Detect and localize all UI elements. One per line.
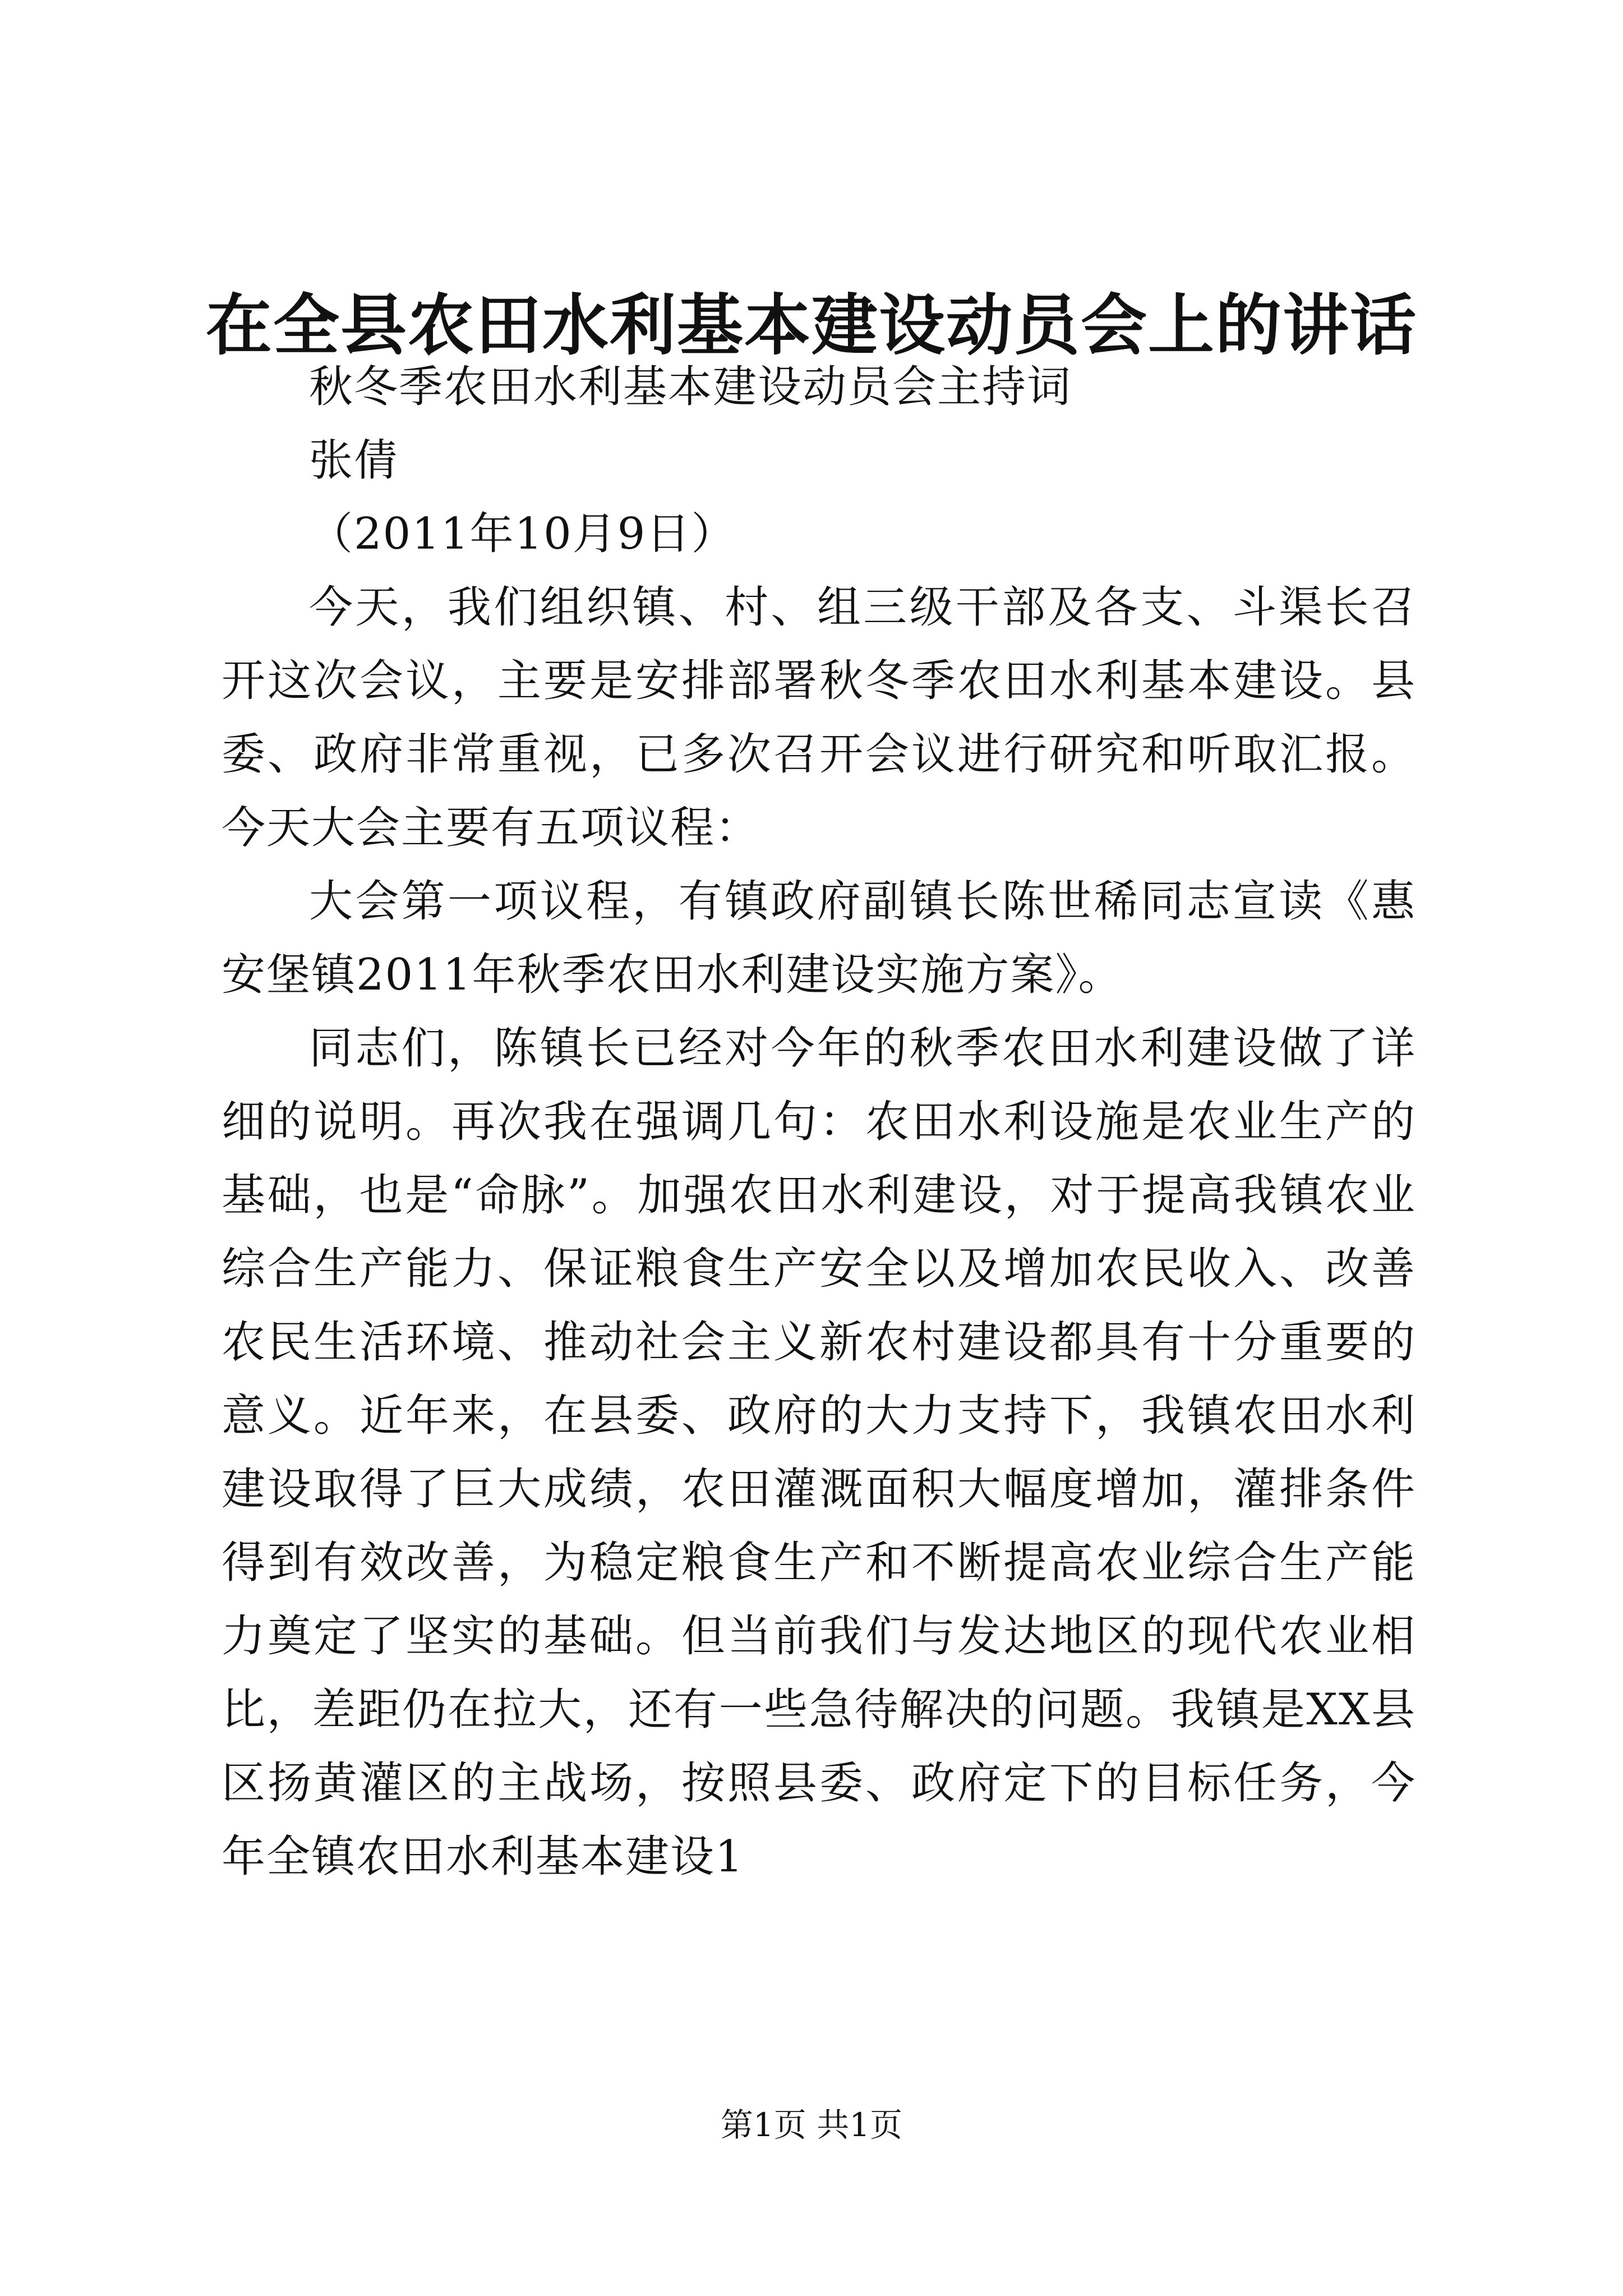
- paragraph-3: 同志们，陈镇长已经对今年的秋季农田水利建设做了详细的说明。再次我在强调几句：农田水利设施是农业生产的基础，也是“命脉”。加强农田水利建设，对于提高我镇农业综合生产能力、保证粮食生产安全以及增加农民收入、改善农民生活环境、推动社会主义新农村建设都具有十分重要的意义。近年来，在县委、政府的大力支持下，我镇农田水利建设取得了巨大成绩，农田灌溉面积大幅度增加，灌排条件得到有效改善，为稳定粮食生产和不断提高农业综合生产能力奠定了坚实的基础。但当前我们与发达地区的现代农业相比，差距仍在拉大，还有一些急待解决的问题。我镇是XX县区扬黄灌区的主战场，按照县委、政府定下的目标任务，今年全镇农田水利基本建设1: [222, 1023, 1416, 1882]
- document-date: （2011年10月9日）: [309, 509, 736, 559]
- document-body: [222, 351, 1416, 1894]
- document-author: 张倩: [309, 435, 399, 486]
- document-title: 在全县农田水利基本建设动员会上的讲话: [205, 286, 1417, 364]
- paragraph-2: 大会第一项议程，有镇政府副镇长陈世稀同志宣读《惠安堡镇2011年秋季农田水利建设实施方案》。: [222, 876, 1416, 1000]
- page-footer: 第1页 共1页: [720, 2106, 903, 2144]
- document-subtitle: 秋冬季农田水利基本建设动员会主持词: [309, 362, 1072, 412]
- paragraph-1: 今天，我们组织镇、村、组三级干部及各支、斗渠长召开这次会议，主要是安排部署秋冬季农田水利基本建设。县委、政府非常重视，已多次召开会议进行研究和听取汇报。今天大会主要有五项议程：: [222, 582, 1416, 853]
